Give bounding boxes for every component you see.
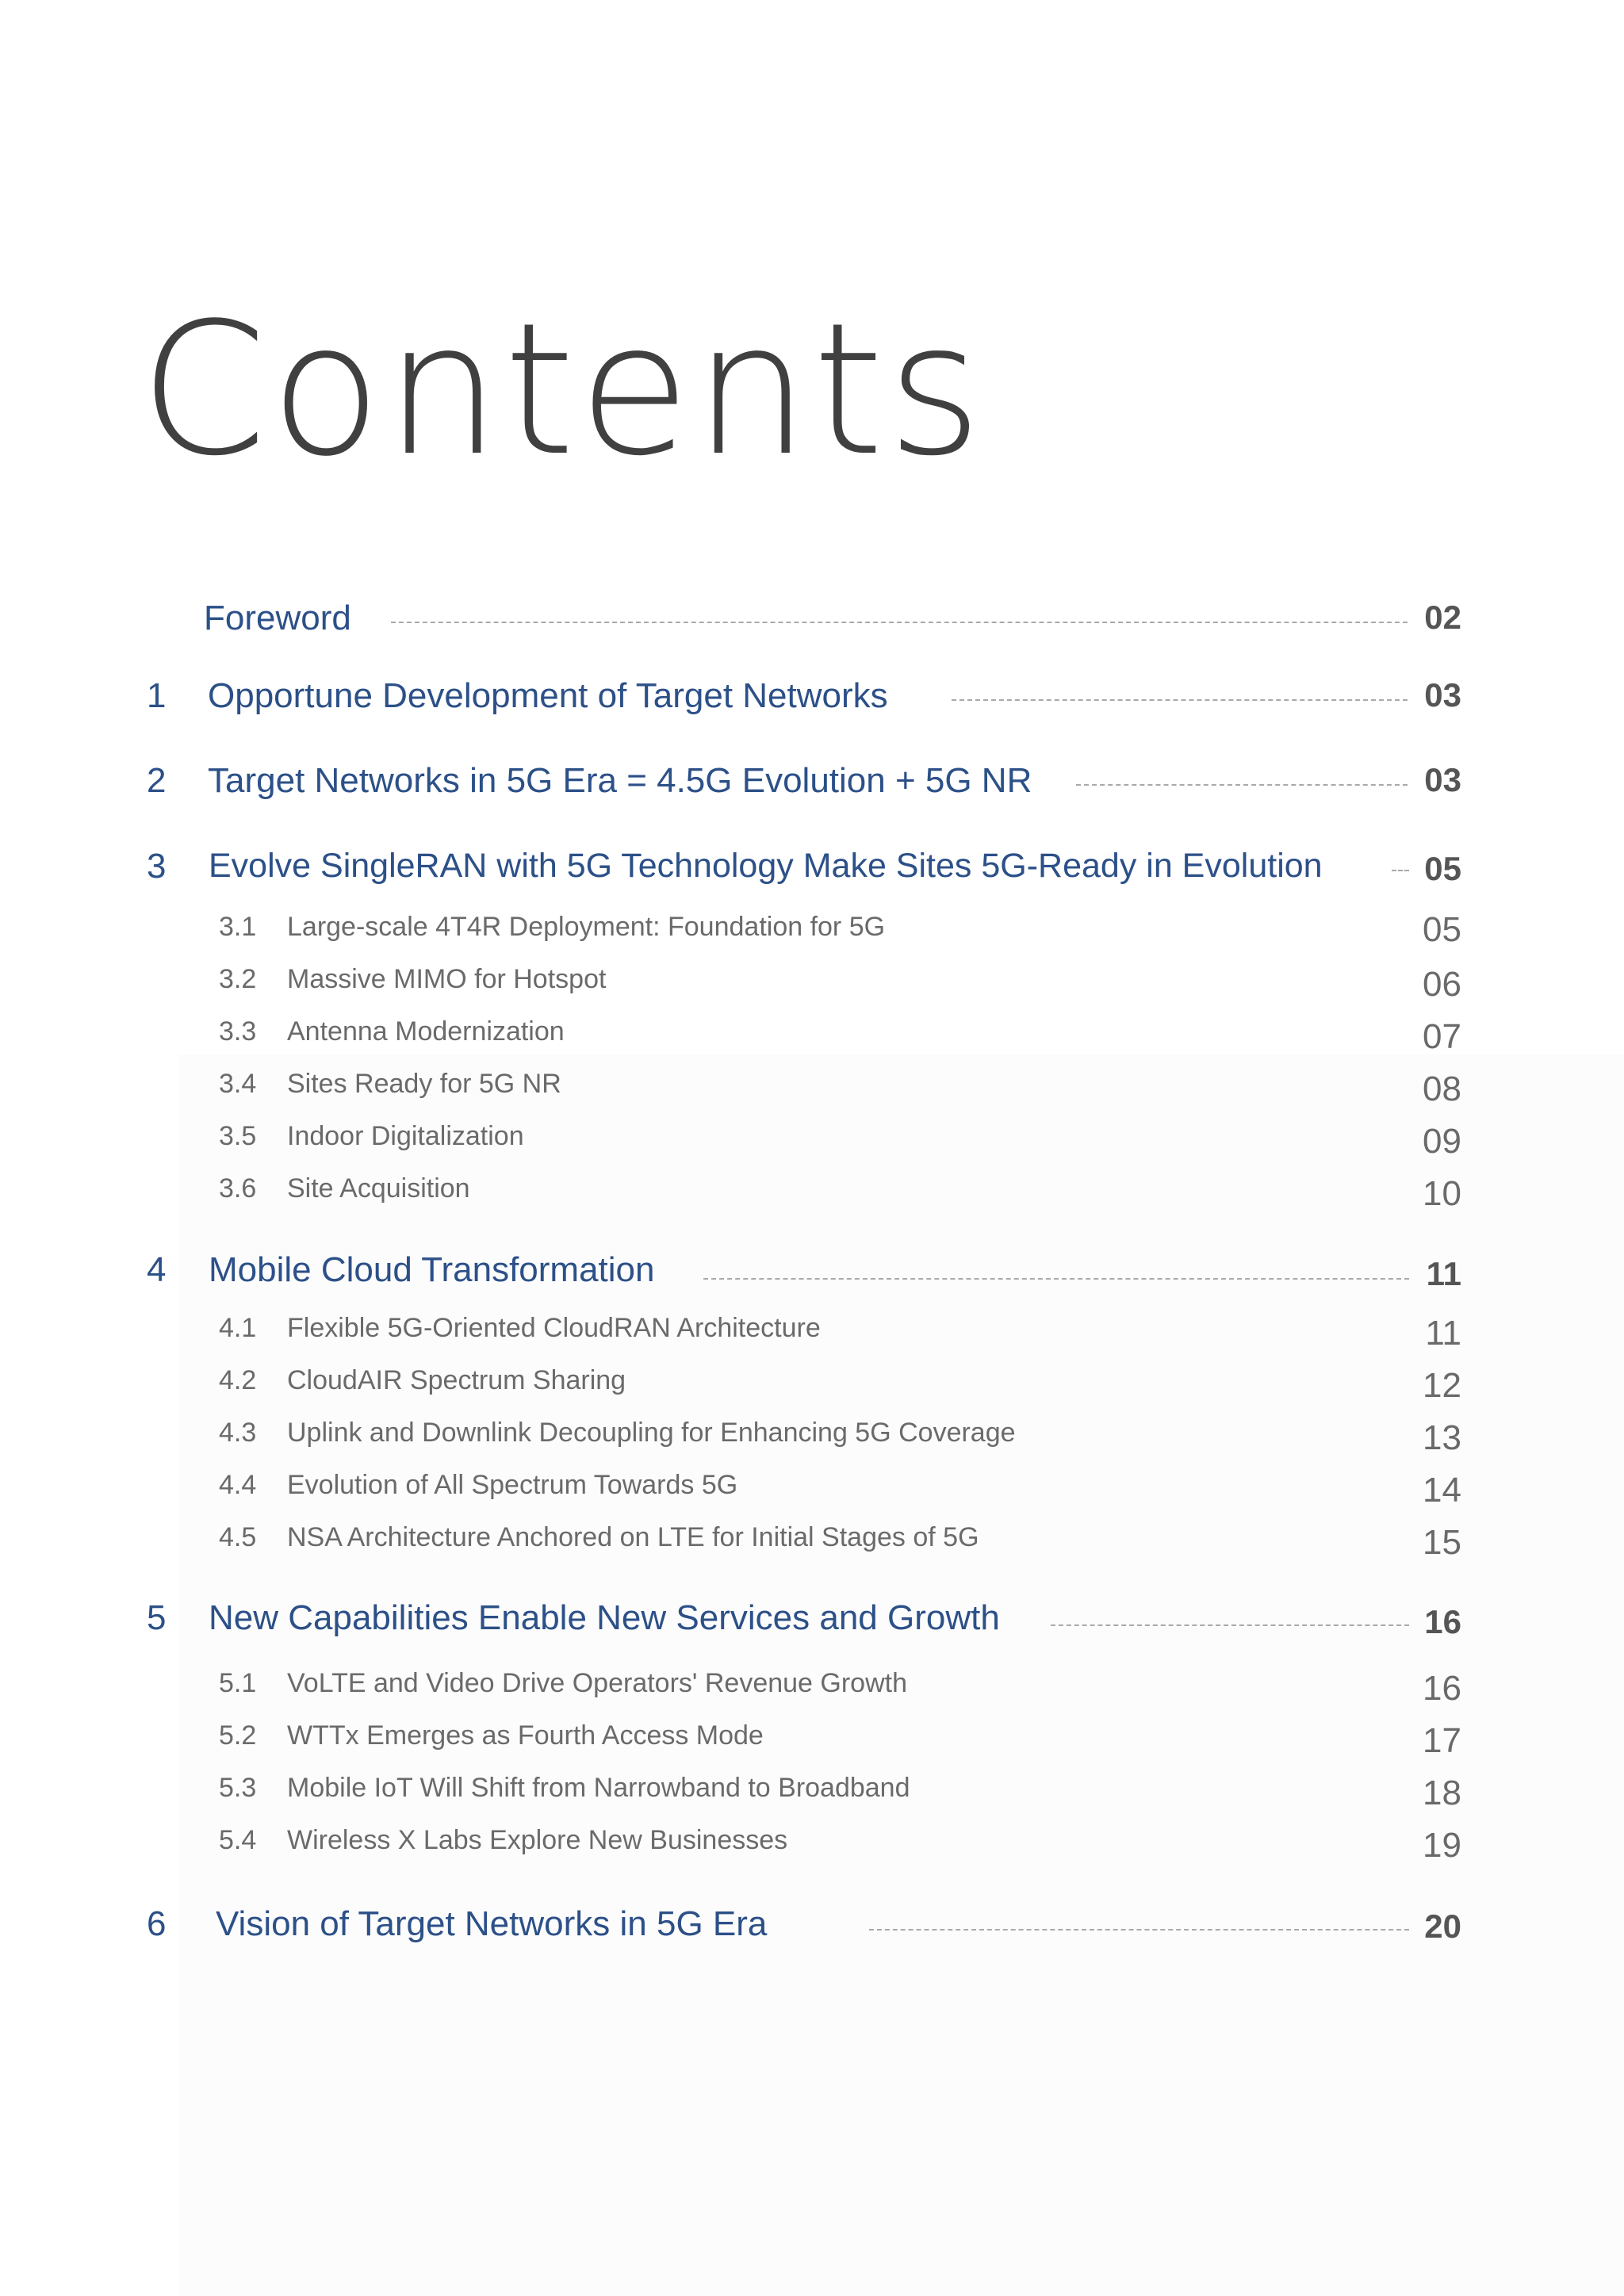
section-page: 14 — [1423, 1471, 1461, 1510]
section-number: 5.4 — [219, 1825, 257, 1855]
section-page: 19 — [1423, 1826, 1461, 1865]
section-page: 06 — [1423, 965, 1461, 1004]
section-number: 4.1 — [219, 1313, 257, 1343]
section-number: 3.3 — [219, 1016, 257, 1047]
chapter-page: 03 — [1424, 676, 1461, 714]
chapter-page: 03 — [1424, 761, 1461, 798]
section-title: Flexible 5G-Oriented CloudRAN Architecture — [287, 1313, 821, 1343]
section-title: Site Acquisition — [287, 1173, 470, 1203]
section-title: Sites Ready for 5G NR — [287, 1069, 561, 1099]
chapter-number: 2 — [147, 761, 167, 800]
section-title: Massive MIMO for Hotspot — [287, 964, 607, 994]
section-title: NSA Architecture Anchored on LTE for Initial Stages of 5G — [287, 1522, 979, 1552]
section-page: 08 — [1423, 1070, 1461, 1108]
page-title: Contents — [140, 285, 986, 496]
section-number: 3.5 — [219, 1121, 257, 1151]
section-title: Indoor Digitalization — [287, 1121, 524, 1151]
foreword-title: Foreword — [204, 599, 351, 637]
section-title: VoLTE and Video Drive Operators' Revenue Growth — [287, 1668, 907, 1698]
section-page: 17 — [1423, 1721, 1461, 1760]
section-page: 16 — [1423, 1669, 1461, 1708]
dot-leader — [703, 1278, 1409, 1280]
dot-leader — [391, 622, 1408, 623]
chapter-number: 4 — [147, 1250, 167, 1289]
section-title: Antenna Modernization — [287, 1016, 565, 1047]
section-page: 07 — [1423, 1017, 1461, 1056]
chapter-title: Target Networks in 5G Era = 4.5G Evolution + 5G NR — [208, 761, 1032, 800]
section-page: 13 — [1423, 1418, 1461, 1457]
section-page: 09 — [1423, 1122, 1461, 1161]
chapter-number: 6 — [147, 1904, 167, 1943]
foreword-page: 02 — [1424, 599, 1461, 636]
dot-leader — [1076, 784, 1408, 786]
chapter-title: New Capabilities Enable New Services and Growth — [209, 1598, 1000, 1637]
chapter-page: 20 — [1424, 1908, 1461, 1945]
section-number: 5.2 — [219, 1720, 257, 1751]
section-title: Uplink and Downlink Decoupling for Enhancing 5G Coverage — [287, 1418, 1016, 1448]
section-title: Mobile IoT Will Shift from Narrowband to Broadband — [287, 1773, 910, 1803]
chapter-number: 3 — [147, 847, 167, 886]
section-title: Evolution of All Spectrum Towards 5G — [287, 1470, 738, 1500]
chapter-number: 1 — [147, 676, 167, 715]
section-number: 4.2 — [219, 1365, 257, 1395]
dot-leader — [1392, 870, 1409, 871]
chapter-page: 05 — [1424, 850, 1461, 887]
chapter-number: 5 — [147, 1598, 167, 1637]
section-page: 05 — [1423, 910, 1461, 949]
section-number: 5.1 — [219, 1668, 257, 1698]
section-title: Wireless X Labs Explore New Businesses — [287, 1825, 788, 1855]
chapter-title: Opportune Development of Target Networks — [208, 676, 888, 715]
section-number: 4.3 — [219, 1418, 257, 1448]
section-title: CloudAIR Spectrum Sharing — [287, 1365, 626, 1395]
chapter-page: 16 — [1424, 1603, 1461, 1640]
section-number: 4.5 — [219, 1522, 257, 1552]
chapter-title: Vision of Target Networks in 5G Era — [216, 1904, 768, 1943]
chapter-title: Mobile Cloud Transformation — [209, 1250, 655, 1289]
section-number: 3.4 — [219, 1069, 257, 1099]
chapter-page: 11 — [1426, 1255, 1461, 1292]
chapter-title: Evolve SingleRAN with 5G Technology Make Sites 5G-Ready in Evolution — [209, 847, 1323, 885]
section-page: 18 — [1423, 1774, 1461, 1812]
section-number: 5.3 — [219, 1773, 257, 1803]
section-title: Large-scale 4T4R Deployment: Foundation for 5G — [287, 912, 886, 942]
dot-leader — [869, 1929, 1409, 1931]
dot-leader — [952, 699, 1408, 701]
dot-leader — [1051, 1624, 1409, 1626]
section-number: 3.6 — [219, 1173, 257, 1203]
section-page: 12 — [1423, 1366, 1461, 1405]
section-number: 3.2 — [219, 964, 257, 994]
section-title: WTTx Emerges as Fourth Access Mode — [287, 1720, 764, 1751]
section-page: 10 — [1423, 1174, 1461, 1213]
section-number: 4.4 — [219, 1470, 257, 1500]
section-page: 11 — [1425, 1314, 1461, 1353]
section-number: 3.1 — [219, 912, 257, 942]
section-page: 15 — [1423, 1523, 1461, 1562]
